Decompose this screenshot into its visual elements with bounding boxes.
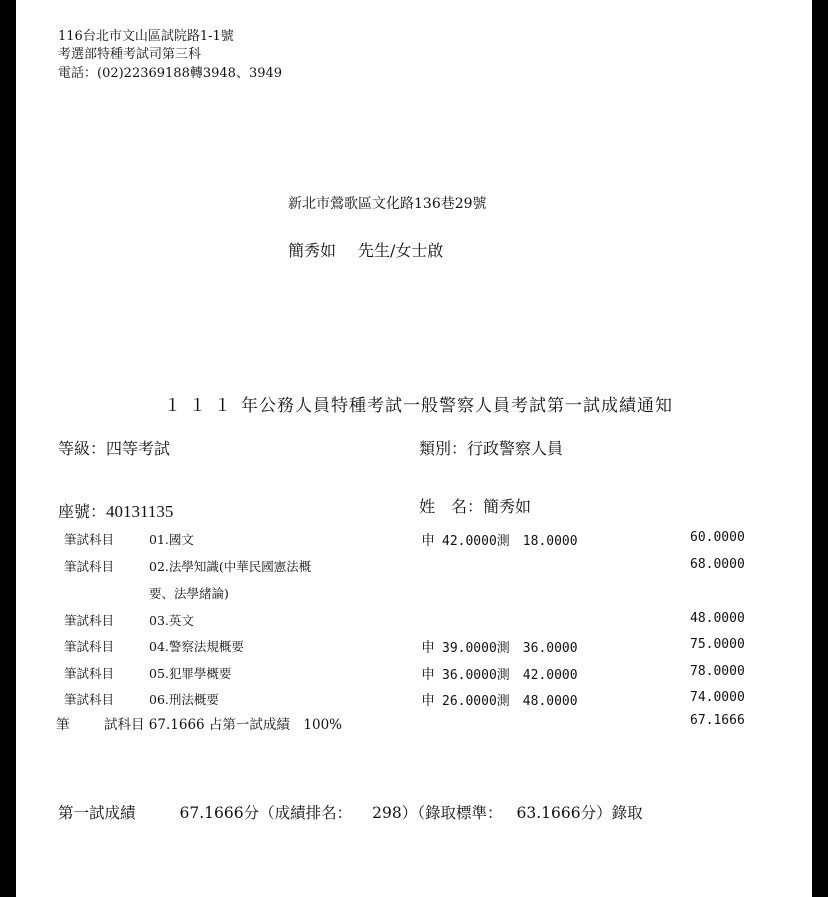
subject-label: 筆試科目 bbox=[64, 559, 115, 574]
subject-total: 48.0000 bbox=[690, 611, 745, 626]
subject-name: 02.法學知識(中華民國憲法概 bbox=[149, 559, 312, 574]
subject-label: 筆試科目 bbox=[64, 613, 115, 628]
subject-name: 01.國文 bbox=[149, 532, 194, 547]
recipient-address: 新北市鶯歌區文化路136巷29號 bbox=[288, 196, 487, 212]
final-label: 第一試成績 bbox=[58, 804, 136, 822]
final-cutoff: 63.1666分）錄取 bbox=[516, 804, 643, 822]
notice-year: １１１ bbox=[164, 396, 239, 416]
recipient-title: 先生/女士啟 bbox=[358, 241, 444, 260]
subject-total: 60.0000 bbox=[690, 530, 745, 545]
subject-label: 筆試科目 bbox=[64, 532, 115, 547]
subject-total: 78.0000 bbox=[690, 664, 745, 679]
subject-total: 74.0000 bbox=[690, 690, 745, 705]
subject-label: 筆試科目 bbox=[64, 639, 115, 654]
seat-value: 40131135 bbox=[106, 502, 174, 521]
exam-grade: 等級：四等考試 bbox=[58, 439, 171, 458]
subject-mark: 申 bbox=[421, 533, 435, 549]
final-rank: 298）（錄取標準： bbox=[372, 804, 503, 822]
subject-mark: 申 bbox=[421, 693, 435, 709]
subject-label: 筆試科目 bbox=[64, 666, 115, 681]
recipient-name: 簡秀如 bbox=[288, 241, 337, 260]
sender-phone: 電話：(02)22369188轉3948、3949 bbox=[58, 66, 283, 81]
exam-category: 類別：行政警察人員 bbox=[419, 439, 564, 458]
seat-label: 座號： bbox=[58, 502, 107, 521]
subject-name: 要、法學緒論) bbox=[149, 586, 229, 601]
subject-total: 75.0000 bbox=[690, 637, 745, 652]
final-result-line bbox=[58, 801, 643, 823]
average-prefix: 筆 bbox=[56, 717, 70, 733]
recipient-name-line bbox=[288, 238, 443, 261]
subject-name: 04.警察法規概要 bbox=[149, 639, 244, 654]
subject-name: 05.犯罪學概要 bbox=[149, 666, 232, 681]
subject-mark: 申 bbox=[421, 640, 435, 656]
subject-name: 06.刑法概要 bbox=[149, 692, 219, 707]
subject-scores: 42.0000測 18.0000 bbox=[442, 534, 578, 549]
subject-label: 筆試科目 bbox=[64, 692, 115, 707]
subject-scores: 36.0000測 42.0000 bbox=[442, 668, 578, 683]
subject-scores: 39.0000測 36.0000 bbox=[442, 641, 578, 656]
average-text: 試科目 67.1666 占第一試成績 100% bbox=[104, 717, 343, 733]
notice-page bbox=[16, 0, 812, 897]
subject-name: 03.英文 bbox=[149, 613, 194, 628]
candidate-name: 姓 名：簡秀如 bbox=[419, 497, 532, 516]
average-total: 67.1666 bbox=[690, 713, 745, 728]
sender-address: 116台北市文山區試院路1-1號 bbox=[58, 29, 234, 44]
subject-mark: 申 bbox=[421, 667, 435, 683]
subject-scores: 26.0000測 48.0000 bbox=[442, 694, 578, 709]
notice-title-text: 年公務人員特種考試一般警察人員考試第一試成績通知 bbox=[241, 396, 673, 416]
notice-title bbox=[164, 391, 673, 416]
subject-total: 68.0000 bbox=[690, 557, 745, 572]
sender-department: 考選部特種考試司第三科 bbox=[58, 47, 202, 62]
seat-number bbox=[58, 499, 173, 522]
final-score: 67.1666分（成績排名： bbox=[179, 804, 353, 822]
